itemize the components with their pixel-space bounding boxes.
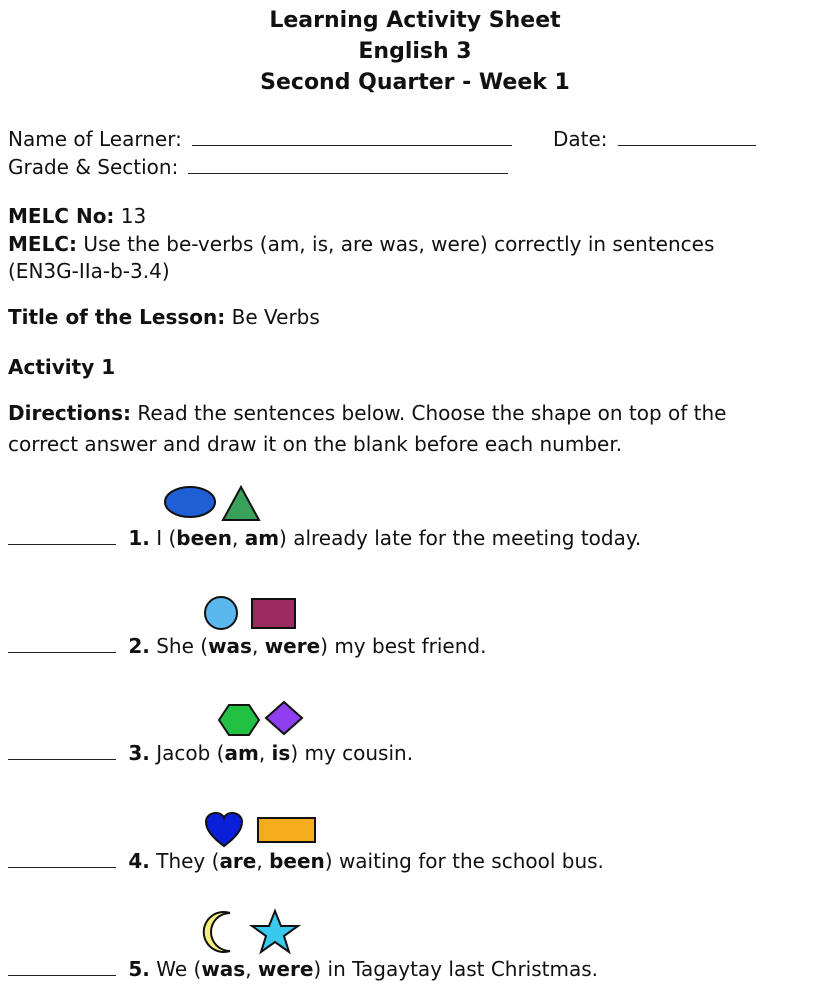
- lesson-row: [8, 302, 320, 332]
- lesson-value: Be Verbs: [231, 305, 320, 329]
- question-text-end: ) already late for the meeting today.: [279, 526, 642, 550]
- option-one: was: [208, 634, 252, 658]
- green-hexagon-icon: [219, 705, 259, 735]
- q2-shapes: [199, 596, 299, 632]
- answer-blank[interactable]: [8, 636, 116, 653]
- answer-blank[interactable]: [8, 851, 116, 868]
- green-triangle-icon: [223, 487, 259, 520]
- question-3: [8, 741, 413, 765]
- period-title: Second Quarter - Week 1: [260, 70, 570, 95]
- answer-blank[interactable]: [8, 528, 116, 545]
- option-one: are: [219, 849, 257, 873]
- q1-shapes: [163, 484, 273, 524]
- option-separator: ,: [258, 741, 272, 765]
- question-text-start: I (: [156, 526, 177, 550]
- option-separator: ,: [245, 957, 258, 981]
- option-two: is: [271, 741, 291, 765]
- grade-blank[interactable]: [188, 155, 508, 174]
- option-one: am: [224, 741, 259, 765]
- name-blank[interactable]: [192, 127, 512, 146]
- answer-blank[interactable]: [8, 959, 116, 976]
- question-number: 2.: [128, 634, 150, 658]
- melc-no-value: 13: [120, 204, 147, 228]
- question-number: 3.: [128, 741, 150, 765]
- orange-rectangle-icon: [258, 818, 315, 842]
- question-number: 1.: [128, 526, 150, 550]
- subject-title: English 3: [358, 39, 472, 64]
- date-label: Date:: [553, 127, 608, 151]
- date-blank[interactable]: [618, 127, 756, 146]
- melc-text: Use the be-verbs (am, is, are was, were) correctly in sentences: [83, 232, 715, 256]
- yellow-moon-icon: [204, 912, 230, 952]
- light-blue-circle-icon: [205, 597, 237, 629]
- question-text-end: ) in Tagaytay last Christmas.: [313, 957, 599, 981]
- question-5: [8, 957, 598, 981]
- directions-line-1: [8, 398, 726, 428]
- melc-no-row: [8, 201, 146, 231]
- melc-code: (EN3G-IIa-b-3.4): [8, 259, 170, 283]
- blue-ellipse-icon: [165, 487, 215, 517]
- question-text-end: ) waiting for the school bus.: [324, 849, 604, 873]
- directions-text-1: Read the sentences below. Choose the shape on top of the: [137, 401, 727, 425]
- option-separator: ,: [251, 634, 265, 658]
- cyan-star-icon: [252, 911, 298, 952]
- question-number: 4.: [128, 849, 150, 873]
- q4-shapes: [204, 812, 319, 850]
- grade-field-row: [8, 155, 508, 179]
- melc-label: MELC:: [8, 232, 77, 256]
- question-text-start: She (: [156, 634, 209, 658]
- grade-label: Grade & Section:: [8, 155, 179, 179]
- question-text-start: We (: [156, 957, 202, 981]
- q5-shapes: [194, 908, 306, 956]
- question-number: 5.: [128, 957, 150, 981]
- question-text-start: They (: [156, 849, 220, 873]
- option-separator: ,: [231, 526, 245, 550]
- sheet-title: Learning Activity Sheet: [269, 8, 561, 33]
- blue-heart-icon: [206, 813, 242, 846]
- question-text-end: ) my cousin.: [290, 741, 414, 765]
- question-text-end: ) my best friend.: [320, 634, 487, 658]
- option-one: was: [201, 957, 246, 981]
- melc-row: [8, 229, 823, 259]
- maroon-square-icon: [252, 599, 295, 628]
- option-separator: ,: [256, 849, 270, 873]
- directions-label: Directions:: [8, 401, 132, 425]
- activity-title: Activity 1: [8, 355, 116, 379]
- option-one: been: [176, 526, 232, 550]
- directions-line-2: correct answer and draw it on the blank before each number.: [8, 432, 623, 456]
- lesson-label: Title of the Lesson:: [8, 305, 226, 329]
- date-field-row: [553, 127, 756, 151]
- question-2: [8, 634, 486, 658]
- purple-diamond-icon: [266, 702, 302, 734]
- option-two: were: [257, 957, 314, 981]
- name-field-row: [8, 127, 512, 151]
- name-label: Name of Learner:: [8, 127, 182, 151]
- option-two: were: [264, 634, 321, 658]
- question-text-start: Jacob (: [156, 741, 225, 765]
- melc-no-label: MELC No:: [8, 204, 115, 228]
- option-two: am: [244, 526, 280, 550]
- question-1: [8, 526, 641, 550]
- q3-shapes: [218, 700, 308, 740]
- question-4: [8, 849, 604, 873]
- option-two: been: [269, 849, 325, 873]
- answer-blank[interactable]: [8, 743, 116, 760]
